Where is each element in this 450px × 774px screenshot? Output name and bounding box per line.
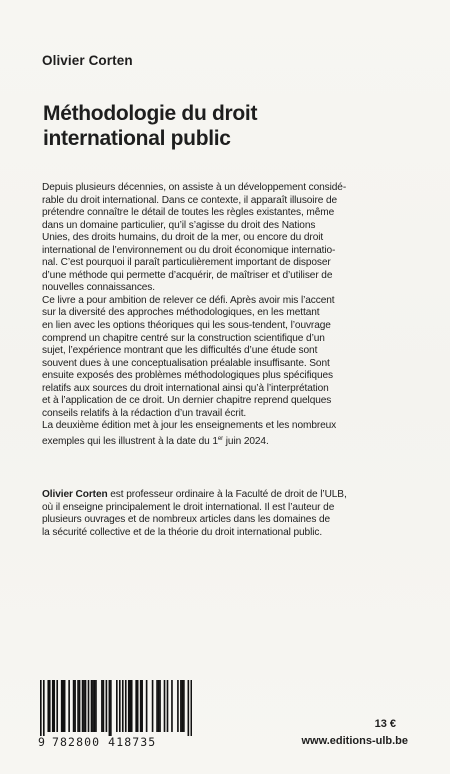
isbn-barcode: [40, 680, 192, 740]
blurb-line: nouvelles connaissances.: [42, 282, 155, 294]
barcode-bar: [103, 680, 105, 732]
blurb-line: international de l’environnement ou du droit économique internatio-: [42, 244, 336, 256]
isbn-digits: 782800 418735: [52, 735, 157, 749]
barcode-bar: [43, 680, 45, 736]
barcode-bar: [106, 680, 108, 732]
barcode-bar: [53, 680, 55, 732]
blurb-line: et à l’application de ce droit. Un dernier chapitre reprend quelques: [42, 395, 332, 407]
barcode-bar: [91, 680, 93, 732]
barcode-bar: [164, 680, 166, 732]
bio-line: plusieurs ouvrages et de nombreux articles dans les domaines de: [42, 514, 331, 526]
barcode-bar: [122, 680, 124, 732]
barcode-bar: [180, 680, 182, 732]
book-title: [43, 101, 403, 151]
ordinal-superscript: er: [217, 435, 224, 442]
barcode-bar: [95, 680, 97, 732]
blurb-line: dans un domaine particulier, qu’il s’agisse du droit des Nations: [42, 219, 316, 231]
publisher-website[interactable]: www.editions-ulb.be: [301, 735, 408, 747]
barcode-bar: [152, 680, 154, 732]
blurb-line: prétendre connaître le détail de toutes les règles existantes, même: [42, 207, 335, 219]
barcode-bar: [183, 680, 185, 732]
barcode-bar: [171, 680, 173, 732]
blurb-line: Depuis plusieurs décennies, on assiste à un développement considé-: [42, 182, 347, 193]
barcode-bar: [191, 680, 192, 736]
blurb-line-last: [42, 433, 412, 449]
author-bio: [42, 489, 412, 539]
blurb-line: sur la diversité des approches méthodologiques, en les mettant: [42, 307, 320, 319]
barcode-bar: [129, 680, 131, 732]
barcode-bar: [167, 680, 169, 732]
price-label: 13 €: [374, 718, 396, 730]
blurb-line: comprend un chapitre centré sur la construction scientifique d’un: [42, 332, 325, 344]
barcode-bar: [40, 680, 42, 736]
barcode-bar: [156, 680, 158, 732]
barcode-bar: [47, 680, 49, 732]
blurb-line: conseils relatifs à la rédaction d’un travail écrit.: [42, 407, 247, 419]
date-prefix: exemples qui les illustrent à la date du 1: [42, 435, 218, 447]
barcode-bar: [79, 680, 81, 732]
blurb-line: rable du droit international. Dans ce contexte, il apparaît illusoire de: [42, 194, 338, 206]
barcode-bar: [128, 680, 130, 732]
barcode-bar: [82, 680, 84, 732]
blurb-line: ensuite exposés des problèmes méthodologiques plus spécifiques: [42, 370, 333, 382]
blurb-line: nal. C’est pourquoi il paraît particulièrement important de disposer: [42, 257, 331, 269]
blurb-line: d’une méthode qui permette d’acquérir, de maîtriser et d’utiliser de: [42, 269, 333, 281]
barcode-bar: [110, 680, 112, 736]
barcode-bar: [94, 680, 96, 732]
barcode-bar: [177, 680, 179, 732]
date-suffix: juin 2024.: [223, 435, 269, 447]
barcode-graphic: [40, 680, 192, 736]
blurb-line: Ce livre a pour ambition de relever ce défi. Après avoir mis l’accent: [42, 294, 335, 306]
isbn-first-digit: 9: [38, 735, 46, 749]
barcode-bar: [141, 680, 143, 732]
barcode-bar: [88, 680, 90, 732]
barcode-bar: [146, 680, 148, 732]
barcode-bar: [56, 680, 58, 732]
blurb: [42, 182, 412, 448]
barcode-bar: [159, 680, 161, 732]
barcode-bar: [116, 680, 118, 732]
barcode-bar: [49, 680, 51, 732]
blurb-line: en lien avec les options théoriques qui les sous-tendent, l’ouvrage: [42, 320, 331, 332]
blurb-line: La deuxième édition met à jour les enseignements et les nombreux: [42, 420, 337, 432]
title-line: international public: [43, 127, 231, 150]
barcode-bar: [158, 680, 160, 732]
barcode-bar: [73, 680, 75, 732]
barcode-bar: [188, 680, 190, 736]
author-name: Olivier Corten: [42, 53, 133, 68]
bio-line: [42, 489, 412, 502]
barcode-bar: [92, 680, 94, 732]
barcode-bar: [140, 680, 142, 732]
barcode-bar: [77, 680, 79, 732]
barcode-bar: [62, 680, 64, 732]
barcode-bar: [61, 680, 63, 732]
bio-author-name: Olivier Corten: [42, 489, 108, 500]
barcode-bar: [101, 680, 103, 732]
barcode-bar: [74, 680, 76, 732]
barcode-bar: [85, 680, 87, 732]
barcode-bar: [137, 680, 139, 732]
blurb-line: relatifs aux sources du droit international ainsi qu’à l’interprétation: [42, 382, 329, 394]
bio-line: la sécurité collective et de la théorie du droit international public.: [42, 526, 323, 538]
bio-line: où il enseigne principalement le droit international. Il est l’auteur de: [42, 501, 335, 513]
barcode-bar: [109, 680, 111, 736]
blurb-line: Unies, des droits humains, du droit de la mer, ou encore du droit: [42, 232, 324, 244]
barcode-bar: [135, 680, 137, 732]
barcode-bar: [182, 680, 184, 732]
blurb-line: sujet, l’expérience montrant que les difficultés d’une étude sont: [42, 345, 318, 357]
barcode-bar: [64, 680, 66, 732]
barcode-bar: [52, 680, 54, 732]
barcode-bar: [68, 680, 70, 732]
bio-first-line-text: est professeur ordinaire à la Faculté de droit de l’ULB,: [107, 489, 347, 500]
barcode-bar: [131, 680, 133, 732]
barcode-bar: [83, 680, 85, 732]
title-line: Méthodologie du droit: [43, 102, 258, 125]
blurb-line: souvent dues à une conceptualisation préalable insuffisante. Sont: [42, 357, 330, 369]
barcode-bar: [125, 680, 127, 732]
barcode-bar: [119, 680, 121, 732]
